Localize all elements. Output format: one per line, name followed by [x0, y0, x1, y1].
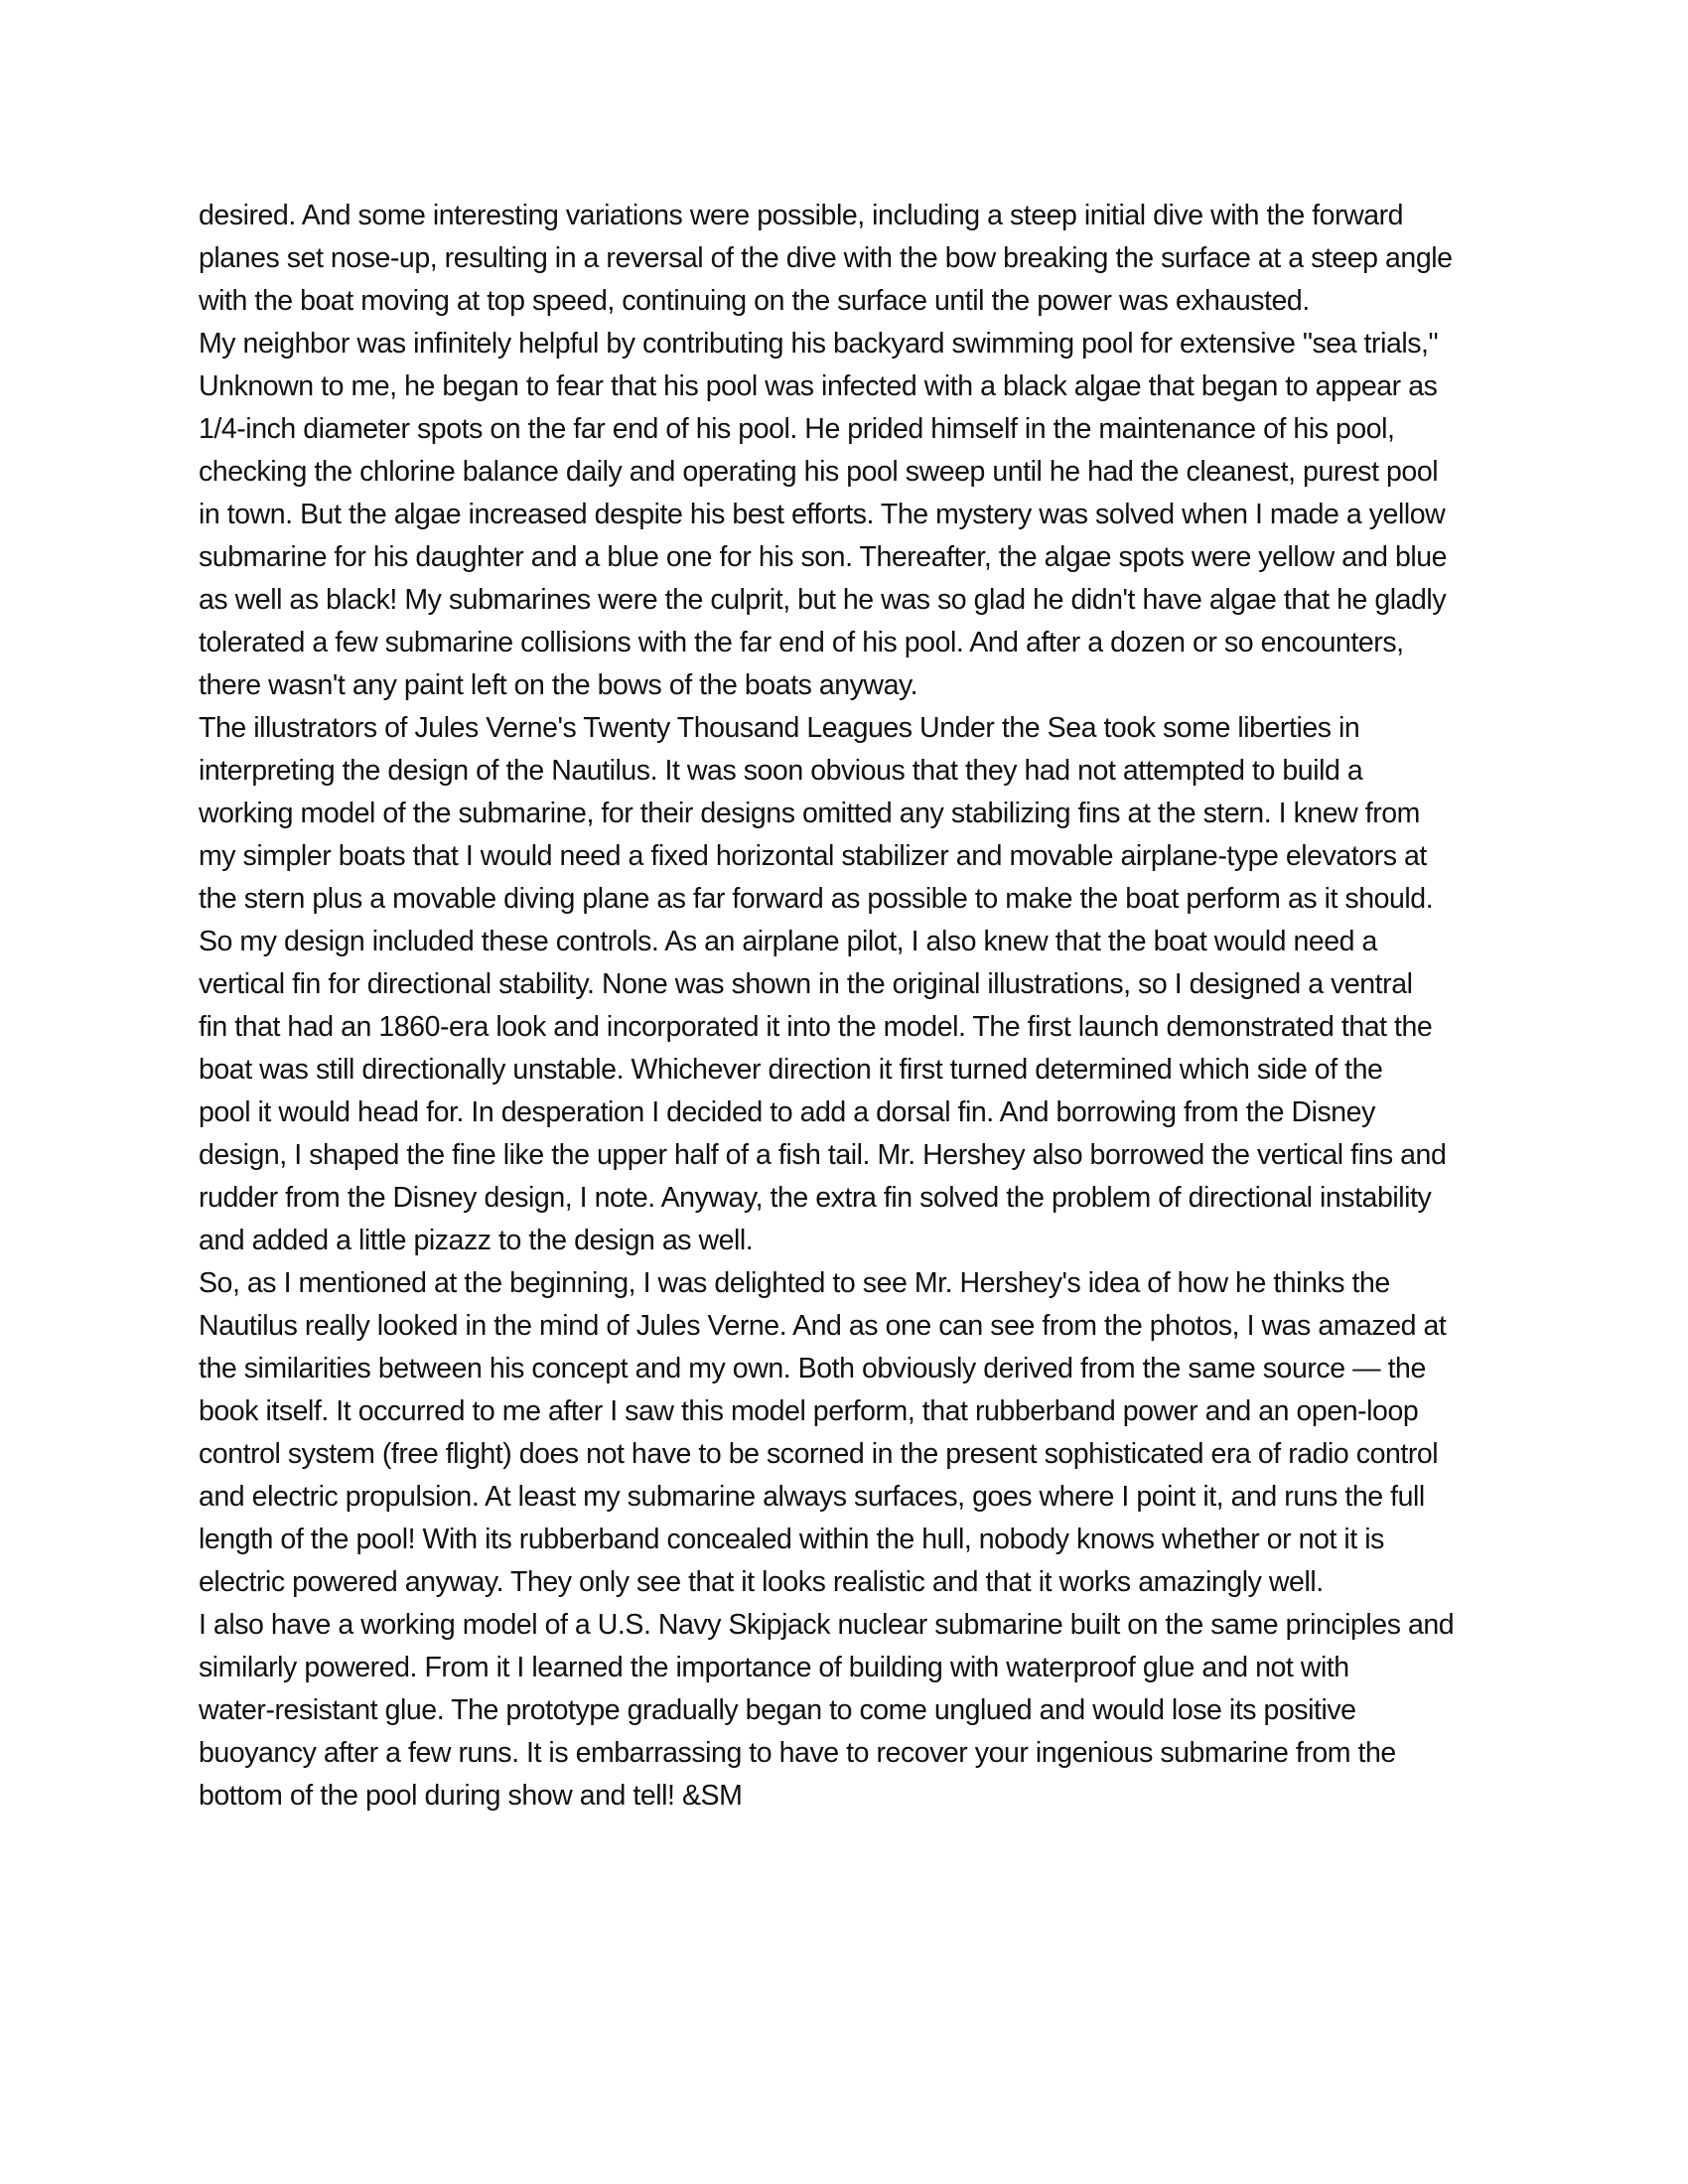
text-line: submarine for his daughter and a blue one for his son. Thereafter, the algae spots were yellow and blue [199, 541, 1448, 573]
text-line: Nautilus really looked in the mind of Jules Verne. And as one can see from the photos, I was amazed at [199, 1310, 1447, 1342]
text-line: length of the pool! With its rubberband concealed within the hull, nobody knows whether or not it is [199, 1524, 1384, 1555]
text-line: and added a little pizazz to the design as well. [199, 1225, 754, 1256]
text-line: fin that had an 1860-era look and incorporated it into the model. The first launch demonstrated that the [199, 1011, 1433, 1043]
text-line: So, as I mentioned at the beginning, I was delighted to see Mr. Hershey's idea of how he thinks the [199, 1267, 1390, 1299]
text-line: 1/4-inch diameter spots on the far end of his pool. He prided himself in the maintenance of his pool, [199, 413, 1395, 445]
text-line: and electric propulsion. At least my submarine always surfaces, goes where I point it, and runs the full [199, 1481, 1425, 1513]
text-line: control system (free flight) does not have to be scorned in the present sophisticated era of radio control [199, 1438, 1439, 1470]
text-line: the similarities between his concept and my own. Both obviously derived from the same source — the [199, 1353, 1426, 1384]
text-line: I also have a working model of a U.S. Navy Skipjack nuclear submarine built on the same principles and [199, 1609, 1455, 1641]
text-line: in town. But the algae increased despite his best efforts. The mystery was solved when I made a yellow [199, 499, 1446, 530]
text-line: The illustrators of Jules Verne's Twenty Thousand Leagues Under the Sea took some liberties in [199, 712, 1360, 744]
text-line: design, I shaped the fine like the upper half of a fish tail. Mr. Hershey also borrowed the vertical fins and [199, 1139, 1447, 1171]
text-line: bottom of the pool during show and tell! &SM [199, 1780, 743, 1812]
text-line: my simpler boats that I would need a fixed horizontal stabilizer and movable airplane-type elevators at [199, 840, 1427, 872]
text-line: planes set nose-up, resulting in a reversal of the dive with the bow breaking the surface at a steep angle [199, 242, 1453, 274]
text-line: rudder from the Disney design, I note. Anyway, the extra fin solved the problem of directional instability [199, 1182, 1432, 1214]
text-line: checking the chlorine balance daily and operating his pool sweep until he had the cleanest, purest pool [199, 456, 1439, 488]
text-line: similarly powered. From it I learned the importance of building with waterproof glue and not with [199, 1652, 1349, 1683]
text-line: tolerated a few submarine collisions with the far end of his pool. And after a dozen or so encounters, [199, 627, 1404, 658]
text-line: there wasn't any paint left on the bows of the boats anyway. [199, 669, 918, 701]
text-line: working model of the submarine, for their designs omitted any stabilizing fins at the stern. I knew from [199, 798, 1420, 829]
text-line: pool it would head for. In desperation I decided to add a dorsal fin. And borrowing from the Disney [199, 1096, 1375, 1128]
text-line: water-resistant glue. The prototype gradually began to come unglued and would lose its positive [199, 1694, 1356, 1726]
text-line: interpreting the design of the Nautilus. It was soon obvious that they had not attempted to build a [199, 755, 1363, 787]
text-line: buoyancy after a few runs. It is embarrassing to have to recover your ingenious submarine from the [199, 1737, 1396, 1769]
text-line: boat was still directionally unstable. Whichever direction it first turned determined which side of the [199, 1054, 1383, 1086]
text-line: vertical fin for directional stability. None was shown in the original illustrations, so I designed a ventral [199, 968, 1413, 1000]
text-line: Unknown to me, he began to fear that his pool was infected with a black algae that began to appear as [199, 370, 1438, 402]
text-line: book itself. It occurred to me after I saw this model perform, that rubberband power and an open-loop [199, 1395, 1419, 1427]
text-line: My neighbor was infinitely helpful by contributing his backyard swimming pool for extensive "sea trials," [199, 328, 1439, 360]
text-line: with the boat moving at top speed, continuing on the surface until the power was exhausted. [199, 285, 1310, 317]
text-line: the stern plus a movable diving plane as far forward as possible to make the boat perform as it should. [199, 883, 1434, 915]
article-body [199, 195, 1489, 1818]
text-line: electric powered anyway. They only see that it looks realistic and that it works amazingly well. [199, 1566, 1324, 1598]
text-line: desired. And some interesting variations were possible, including a steep initial dive with the forward [199, 200, 1404, 231]
text-line: So my design included these controls. As an airplane pilot, I also knew that the boat would need a [199, 926, 1377, 957]
text-line: as well as black! My submarines were the culprit, but he was so glad he didn't have algae that he gladly [199, 584, 1447, 616]
